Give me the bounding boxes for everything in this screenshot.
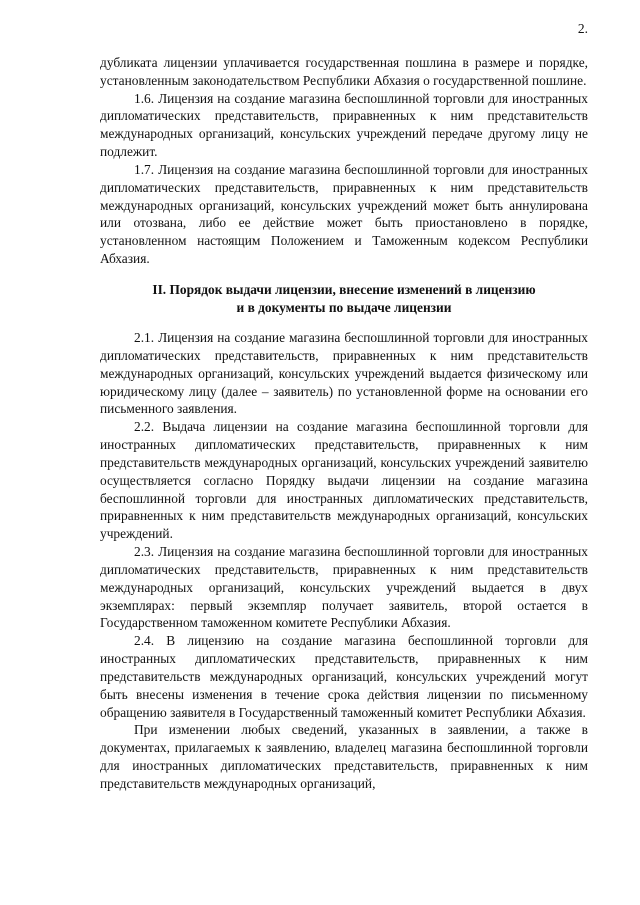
paragraph-2-2: 2.2. Выдача лицензии на создание магазина беспошлинной торговли для иностранных дипломатических представительств, приравненных к ним представительств международных организаций, консульских учреждений заявителю осуществляется согласно Порядку выдачи лицензии на создание магазина беспошлинной торговли для иностранных дипломатических представительств, приравненных к ним представительств международных организаций, консульских учреждений.	[100, 419, 588, 542]
document-body	[100, 54, 588, 793]
paragraph-1-7: 1.7. Лицензия на создание магазина беспошлинной торговли для иностранных дипломатических представительств, приравненных к ним представительств международных организаций, консульских учреждений может быть аннулирована или отозвана, либо ее действие может быть приостановлено в порядке, установленном настоящим Положением и Таможенным кодексом Республики Абхазия.	[100, 161, 588, 267]
section-heading	[100, 281, 588, 317]
paragraph-1-6: 1.6. Лицензия на создание магазина беспошлинной торговли для иностранных дипломатических представительств, приравненных к ним представительств международных организаций, консульских учреждений передаче другому лицу не подлежит.	[100, 90, 588, 160]
paragraph-2-3: 2.3. Лицензия на создание магазина беспошлинной торговли для иностранных дипломатических представительств, приравненных к ним представительств международных организаций, консульских учреждений выдается в двух экземплярах: первый экземпляр получает заявитель, второй остается в Государственном таможенном комитете Республики Абхазия.	[100, 544, 588, 631]
page-number: 2.	[577, 21, 588, 36]
paragraph-2-4: 2.4. В лицензию на создание магазина беспошлинной торговли для иностранных дипломатических представительств, приравненных к ним представительств международных организаций, консульских учреждений могут быть внесены изменения в течение срока действия лицензии по письменному обращению заявителя в Государственный таможенный комитет Республики Абхазия.	[100, 633, 588, 720]
paragraph-2-1: 2.1. Лицензия на создание магазина беспошлинной торговли для иностранных дипломатических представительств, приравненных к ним представительств международных организаций, консульских учреждений выдается физическому или юридическому лицу (далее – заявитель) по установленной форме на основании его письменного заявления.	[100, 330, 588, 417]
section-heading-line-1: II. Порядок выдачи лицензии, внесение изменений в лицензию	[152, 281, 536, 297]
section-heading-line-2: и в документы по выдаче лицензии	[236, 300, 452, 316]
paragraph-final: При изменении любых сведений, указанных в заявлении, а также в документах, прилагаемых к заявлению, владелец магазина беспошлинной торговли для иностранных дипломатических представительств, приравненных к ним представительств международных организаций,	[100, 722, 588, 791]
paragraph-continuation: дубликата лицензии уплачивается государственная пошлина в размере и порядке, установленным законодательством Республики Абхазия о государственной пошлине.	[100, 55, 588, 88]
